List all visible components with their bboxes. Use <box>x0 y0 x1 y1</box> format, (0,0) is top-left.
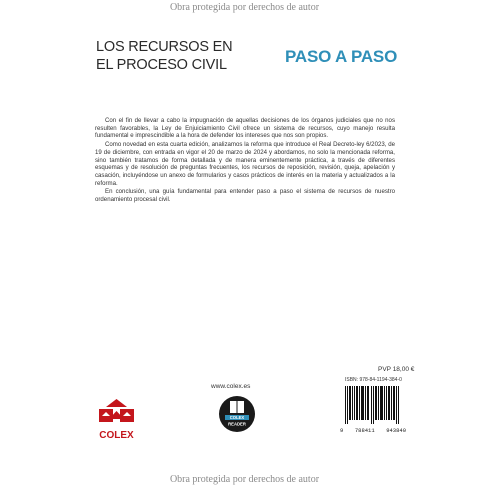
price-label: PVP 18,00 € <box>378 366 415 373</box>
barcode-digit-group-2: 943840 <box>386 427 406 434</box>
synopsis-paragraph-2: Como novedad en esta cuarta edición, analizamos la reforma que introduce el Real Decreto-ley 6/2023, de 19 de diciembre, con entrada en vigor el 20 de marzo de 2024 y abordamos, no solo la mencionada reforma, sino también tratamos de forma detallada y de manera eminentemente práctica, a través de diferentes esquemas y de resolución de preguntas frecuentes, los recursos de reposición, revisión, queja, apelación y casación, incluyéndose un anexo de formularios y casos prácticos de interés en la materia y actualizados a la reforma. <box>95 141 395 187</box>
barcode <box>345 386 400 424</box>
synopsis-paragraph-1: Con el fin de llevar a cabo la impugnación de aquellas decisiones de los órganos judiciales que no nos resulten favorables, la Ley de Enjuiciamiento Civil ofrece un sistema de recursos, cuyo manejo resulta fundamental e imprescindible a la hora de defender los intereses que nos son propios. <box>95 117 395 140</box>
publisher-website: www.colex.es <box>211 383 251 390</box>
reader-logo-line-2: READER <box>228 421 246 427</box>
watermark-bottom: Obra protegida por derechos de autor <box>169 474 320 485</box>
barcode-digits <box>340 427 406 434</box>
book-title-line-2: EL PROCESO CIVIL <box>96 57 227 73</box>
isbn-label: ISBN: 978-84-1194-384-0 <box>345 377 402 383</box>
book-title <box>96 38 256 74</box>
barcode-digit-group-1: 788411 <box>354 427 375 434</box>
colex-reader-logo-icon <box>218 395 256 433</box>
synopsis-paragraph-3: En conclusión, una guía fundamental para entender paso a paso el sistema de recursos de nuestro ordenamiento procesal civil. <box>95 188 395 204</box>
book-title-line-1: LOS RECURSOS EN <box>96 39 233 55</box>
publisher-name: COLEX <box>99 430 134 441</box>
back-cover-synopsis <box>95 117 395 204</box>
reader-logo-line-1: COLEX <box>229 415 245 421</box>
watermark-top: Obra protegida por derechos de autor <box>169 2 320 13</box>
series-title: PASO A PASO <box>285 47 398 66</box>
barcode-digit-lead: 9 <box>340 427 344 434</box>
